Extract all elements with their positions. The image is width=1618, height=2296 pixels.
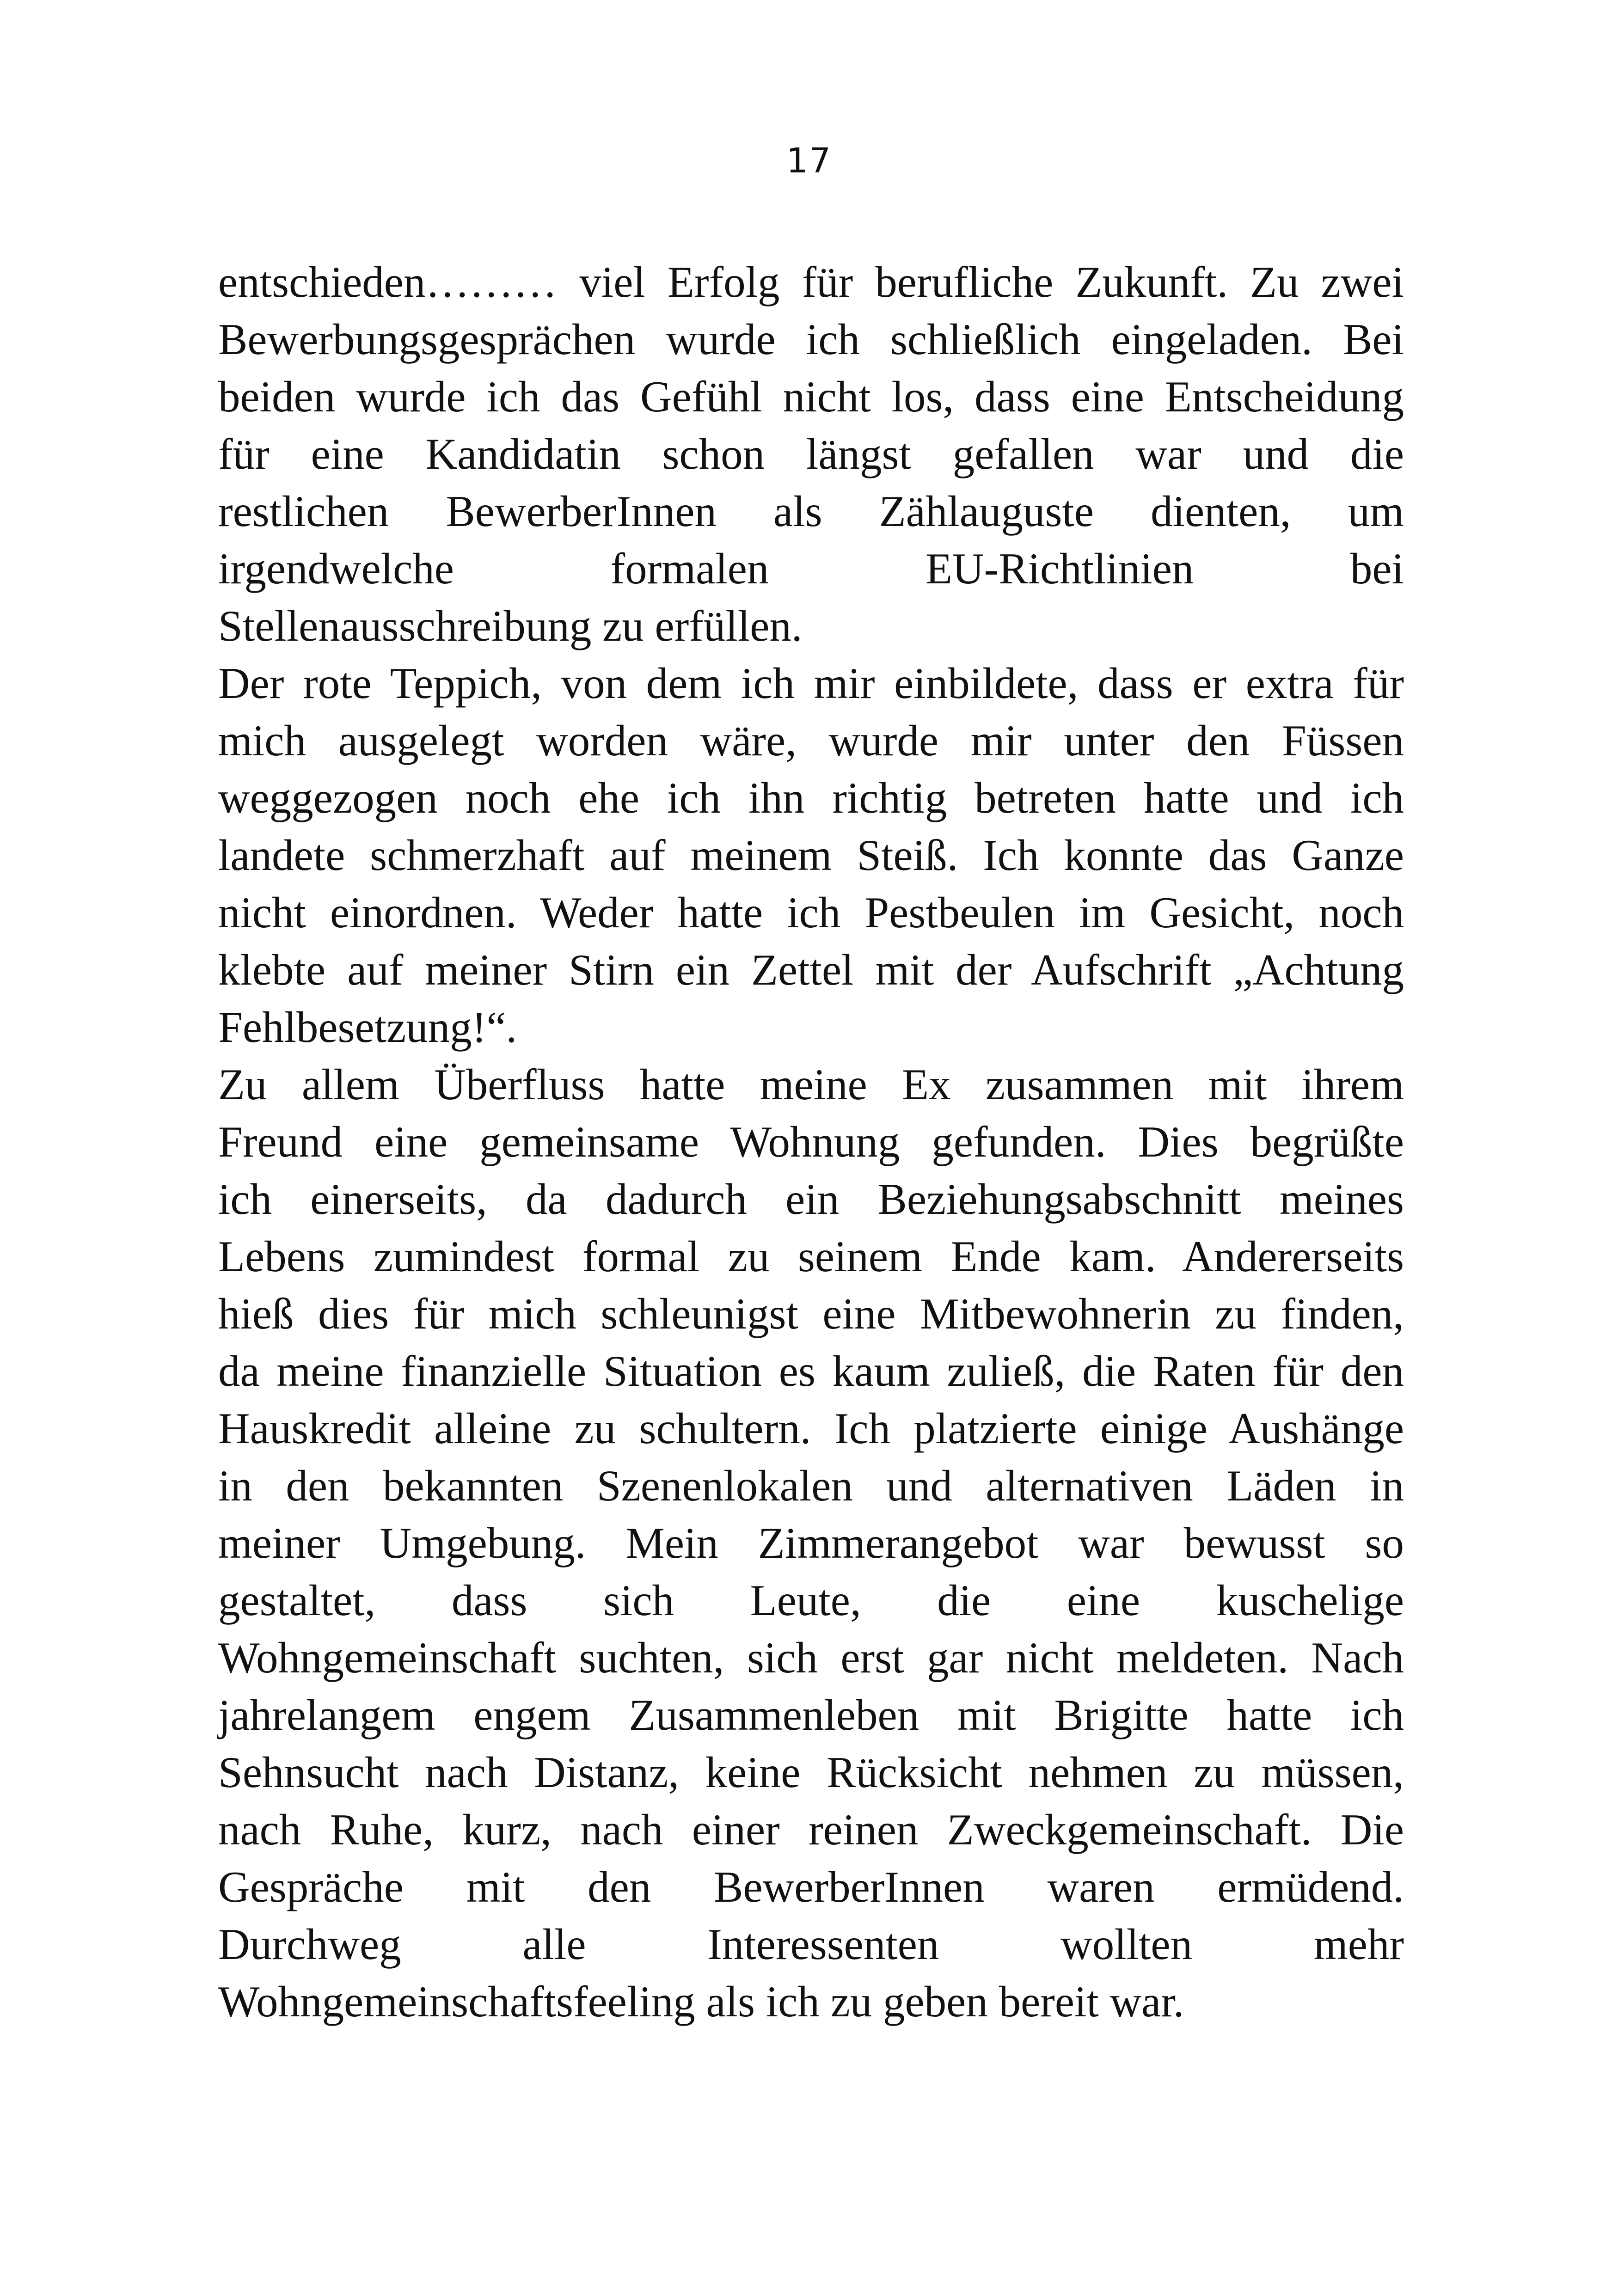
- text-line: Stellenausschreibung zu erfüllen.: [218, 601, 803, 650]
- text-line: restlichen BewerberInnen als Zählauguste dienten, um: [218, 487, 1404, 536]
- body-text: [218, 253, 1404, 2030]
- text-line: Fehlbesetzung!“.: [218, 1003, 517, 1052]
- text-line: jahrelangem engem Zusammenleben mit Brigitte hatte ich: [218, 1690, 1404, 1739]
- text-line: Freund eine gemeinsame Wohnung gefunden. Dies begrüßte: [218, 1117, 1404, 1166]
- text-line: in den bekannten Szenenlokalen und alternativen Läden in: [218, 1461, 1404, 1510]
- paragraph-3: [218, 1056, 1404, 2030]
- text-line: gestaltet, dass sich Leute, die eine kuschelige: [218, 1576, 1404, 1625]
- text-line: da meine finanzielle Situation es kaum zuließ, die Raten für den: [218, 1347, 1404, 1396]
- text-line: ich einerseits, da dadurch ein Beziehungsabschnitt meines: [218, 1175, 1404, 1224]
- text-line: Sehnsucht nach Distanz, keine Rücksicht nehmen zu müssen,: [218, 1748, 1404, 1797]
- text-line: meiner Umgebung. Mein Zimmerangebot war bewusst so: [218, 1518, 1404, 1567]
- text-line: weggezogen noch ehe ich ihn richtig betreten hatte und ich: [218, 773, 1404, 822]
- text-line: landete schmerzhaft auf meinem Steiß. Ich konnte das Ganze: [218, 831, 1404, 880]
- text-line: mich ausgelegt worden wäre, wurde mir unter den Füssen: [218, 716, 1404, 765]
- text-line: Wohngemeinschaftsfeeling als ich zu geben bereit war.: [218, 1977, 1184, 2026]
- text-line: für eine Kandidatin schon längst gefallen war und die: [218, 429, 1404, 478]
- page-number: 17: [786, 141, 832, 181]
- text-line: Der rote Teppich, von dem ich mir einbildete, dass er extra für: [218, 659, 1404, 708]
- text-line: Gespräche mit den BewerberInnen waren ermüdend.: [218, 1862, 1404, 1911]
- paragraph-1: [218, 253, 1404, 655]
- text-line: Hauskredit alleine zu schultern. Ich platzierte einige Aushänge: [218, 1404, 1404, 1453]
- text-line: nicht einordnen. Weder hatte ich Pestbeulen im Gesicht, noch: [218, 888, 1404, 937]
- text-line: Zu allem Überfluss hatte meine Ex zusammen mit ihrem: [218, 1060, 1404, 1109]
- text-line: Lebens zumindest formal zu seinem Ende kam. Andererseits: [218, 1232, 1404, 1281]
- paragraph-2: [218, 655, 1404, 1056]
- text-line: Wohngemeinschaft suchten, sich erst gar nicht meldeten. Nach: [218, 1633, 1404, 1682]
- text-line: Bewerbungsgesprächen wurde ich schließlich eingeladen. Bei: [218, 315, 1404, 364]
- text-line: irgendwelche formalen EU-Richtlinien bei: [218, 544, 1404, 593]
- text-line: nach Ruhe, kurz, nach einer reinen Zweckgemeinschaft. Die: [218, 1805, 1404, 1854]
- text-line: hieß dies für mich schleunigst eine Mitbewohnerin zu finden,: [218, 1289, 1404, 1338]
- text-line: Durchweg alle Interessenten wollten mehr: [218, 1920, 1404, 1969]
- text-line: entschieden……… viel Erfolg für berufliche Zukunft. Zu zwei: [218, 257, 1404, 306]
- text-line: beiden wurde ich das Gefühl nicht los, dass eine Entscheidung: [218, 372, 1404, 421]
- text-line: klebte auf meiner Stirn ein Zettel mit der Aufschrift „Achtung: [218, 945, 1404, 994]
